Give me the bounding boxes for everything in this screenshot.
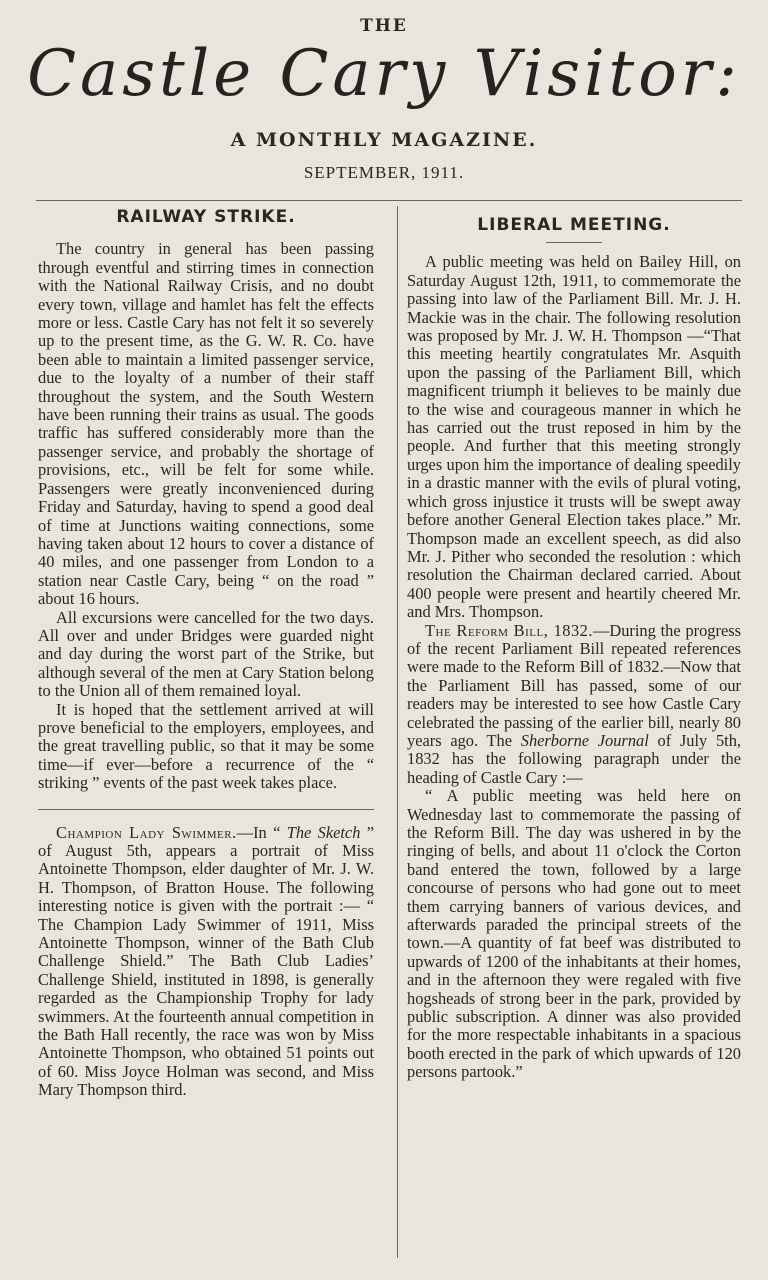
left-column — [38, 206, 374, 1100]
champion-swimmer-lead: Champion Lady Swimmer. — [56, 822, 237, 842]
champion-swimmer-text-a: —In “ — [236, 822, 287, 842]
masthead — [0, 0, 768, 200]
heading-rule — [546, 242, 602, 243]
reform-bill-text-a: —During the progress of the recent Parliament Bill repeated references were made to the Reform Bill of 1832.—Now that the Parliament Bill has passed, some of our readers may be interested to see how Castle Cary celebrated the passing of the earlier bill, nearly 80 years ago. The — [407, 620, 741, 750]
champion-swimmer-text-b: ” of August 5th, appears a portrait of Miss Antoinette Thompson, elder daughter of Mr. J. W. H. Thompson, of Bratton House. The following interesting notice is given with the portrait :— “ The Champion Lady Swimmer of 1911, Miss Antoinette Thompson, winner of the Bath Club Challenge Shield.” The Bath Club Ladies’ Challenge Shield, instituted in 1898, is generally regarded as the Championship Trophy for lady swimmers. At the fourteenth annual competition in the Bath Hall recently, the race was won by Miss Antoinette Thompson, who obtained 51 points out of 60. Miss Joyce Holman was second, and Miss Mary Thompson third. — [38, 822, 375, 1100]
issue-date: SEPTEMBER, 1911. — [303, 163, 465, 182]
reform-bill-article — [407, 622, 741, 788]
right-column — [407, 212, 741, 1082]
masthead-divider — [36, 200, 742, 201]
liberal-meeting-heading: LIBERAL MEETING. — [477, 215, 671, 235]
railway-strike-paragraph-2: All excursions were cancelled for the two days. All over and under Bridges were guarded night and day during the worst part of the Strike, but although several of the men at Cary Station belong to the Union all of them remained loyal. — [38, 607, 374, 701]
magazine-title: Castle Cary Visitor: — [27, 37, 741, 111]
reform-bill-lead: The Reform Bill, 1832. — [425, 620, 593, 640]
reform-bill-quote: “ A public meeting was held here on Wednesday last to commemorate the passing of the Reform Bill. The day was ushered in by the ringing of bells, and about 11 o'clock the Corton band entered the town, followed by a large concourse of persons who had gone out to meet them carrying banners of various devices, and afterwards paraded the principal streets of the town.—A quantity of fat beef was distributed to upwards of 1200 of the inhabitants at their homes, and in the afternoon they were regaled with five hogsheads of strong beer in the park, provided by public subscription. A dinner was also provided for the more respectable inhabitants in a spacious booth erected in the park of which upwards of 120 persons partook.” — [407, 786, 741, 1082]
railway-strike-heading: RAILWAY STRIKE. — [116, 207, 296, 227]
railway-strike-paragraph-3: It is hoped that the settlement arrived at will prove beneficial to the employers, employees, and the great travelling public, so that it may be some time—if ever—before a recurrence of the “ striking ” events of the past week takes place. — [38, 699, 374, 793]
champion-swimmer-article — [38, 824, 374, 1100]
sherborne-journal-title: Sherborne Journal — [520, 730, 649, 750]
railway-strike-paragraph-1: The country in general has been passing through eventful and stirring times in connection with the National Railway Crisis, and no doubt every town, village and hamlet has felt the effects more or less. Castle Cary has not felt it so severely up to the present time, as the G. W. R. Co. have been able to maintain a limited passenger service, due to the loyalty of a number of their staff throughout the system, and the South Western have been running their trains as usual. The goods traffic has suffered considerably more than the passenger service, and probably the shortage of provisions, etc., will be felt for some while. Passengers were greatly inconvenienced during Friday and Saturday, having to spend a good deal of time at Junctions waiting connections, some having taken about 12 hours to cover a distance of 40 miles, and one passenger from London to a station near Castle Cary, being “ on the road ” about 16 hours. — [38, 239, 374, 609]
liberal-meeting-paragraph: A public meeting was held on Bailey Hill, on Saturday August 12th, 1911, to commemorate the passing into law of the Parliament Bill. Mr. J. H. Mackie was in the chair. The following resolution was proposed by Mr. J. W. H. Thompson —“That this meeting heartily congratulates Mr. Asquith upon the passing of the Parliament Bill, which magnificent triumph it believes to be mainly due to the wise and courageous manner in which he has carried out the trust reposed in him by the people. And further that this meeting strongly urges upon him the importance of dealing speedily in a drastic manner with the evils of plural voting, which gross injustice it trusts will be swept away before another General Election takes place.” Mr. Thompson made an excellent speech, as did also Mr. J. Pither who seconded the resolution : which resolution the Chairman declared carried. About 400 people were present and heartily cheered Mr. and Mrs. Thompson. — [407, 252, 741, 622]
article-separator — [38, 809, 374, 810]
the-sketch-title: The Sketch — [286, 822, 361, 842]
reform-bill-text-b: of July 5th, 1832 has the following paragraph under the heading of Castle Cary :— — [407, 730, 741, 787]
masthead-the: THE — [360, 16, 408, 36]
column-divider — [397, 206, 398, 1258]
magazine-subtitle: A MONTHLY MAGAZINE. — [230, 129, 538, 151]
